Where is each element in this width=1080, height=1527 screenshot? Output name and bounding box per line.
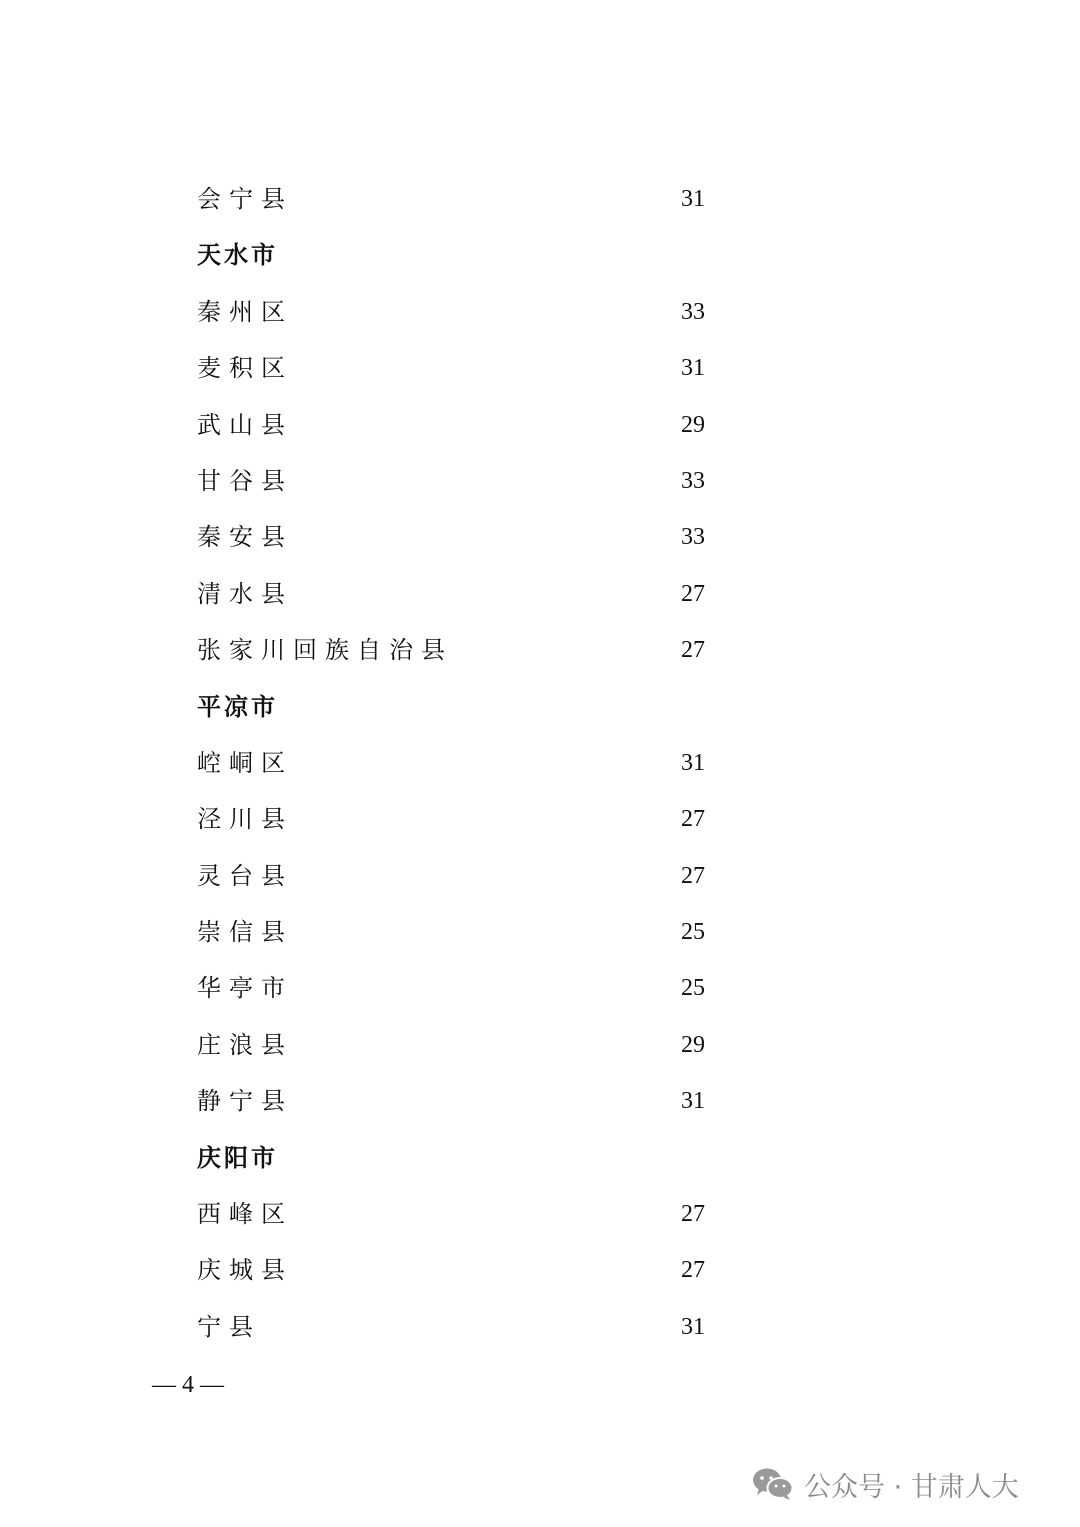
county-row (197, 904, 757, 960)
county-value: 25 (681, 919, 705, 946)
county-value: 31 (681, 1313, 705, 1340)
county-name: 麦积区 (197, 354, 293, 383)
page-number: — 4 — (152, 1372, 224, 1398)
county-value: 27 (681, 1201, 705, 1228)
city-name: 庆阳市 (197, 1143, 278, 1172)
city-name: 天水市 (197, 241, 278, 270)
county-value: 31 (681, 749, 705, 776)
district-list (197, 171, 757, 1355)
county-name: 武山县 (197, 410, 293, 439)
county-value: 27 (681, 806, 705, 833)
county-row (197, 1186, 757, 1242)
county-row (197, 1073, 757, 1129)
county-row (197, 453, 757, 509)
county-row (197, 791, 757, 847)
city-name: 平凉市 (197, 692, 278, 721)
county-name: 华亭市 (197, 974, 293, 1003)
county-value: 27 (681, 580, 705, 607)
county-value: 33 (681, 524, 705, 551)
county-name: 西峰区 (197, 1200, 293, 1229)
county-row (197, 397, 757, 453)
county-row (197, 735, 757, 791)
county-row (197, 1017, 757, 1073)
county-row (197, 622, 757, 678)
city-heading-row (197, 679, 757, 735)
county-value: 31 (681, 186, 705, 212)
county-name: 崇信县 (197, 918, 293, 947)
county-name: 会宁县 (197, 185, 293, 213)
county-name: 庆城县 (197, 1256, 293, 1285)
county-row (197, 340, 757, 396)
county-value: 33 (681, 298, 705, 325)
county-value: 29 (681, 1031, 705, 1058)
county-value: 25 (681, 975, 705, 1002)
county-value: 27 (681, 637, 705, 664)
county-name: 清水县 (197, 579, 293, 608)
county-name: 宁县 (197, 1312, 261, 1341)
county-value: 27 (681, 862, 705, 889)
county-row (197, 848, 757, 904)
county-value: 29 (681, 411, 705, 438)
county-name: 秦安县 (197, 523, 293, 552)
county-value: 31 (681, 355, 705, 382)
wechat-icon (752, 1467, 794, 1501)
county-name: 灵台县 (197, 861, 293, 890)
watermark-text: 公众号 · 甘肃人大 (804, 1471, 1019, 1503)
watermark (752, 1462, 1019, 1506)
county-row (197, 1242, 757, 1298)
county-name: 崆峒区 (197, 748, 293, 777)
county-name: 静宁县 (197, 1087, 293, 1116)
county-name: 张家川回族自治县 (197, 636, 453, 665)
county-value: 31 (681, 1088, 705, 1115)
county-row (197, 566, 757, 622)
county-name: 泾川县 (197, 805, 293, 834)
county-name: 庄浪县 (197, 1030, 293, 1059)
county-name: 甘谷县 (197, 466, 293, 495)
county-value: 33 (681, 467, 705, 494)
county-value: 27 (681, 1257, 705, 1284)
county-row (197, 1299, 757, 1355)
county-row (197, 509, 757, 565)
city-heading-row (197, 227, 757, 283)
city-heading-row (197, 1130, 757, 1186)
county-row (197, 171, 757, 227)
county-row (197, 960, 757, 1016)
county-row (197, 284, 757, 340)
county-name: 秦州区 (197, 297, 293, 326)
